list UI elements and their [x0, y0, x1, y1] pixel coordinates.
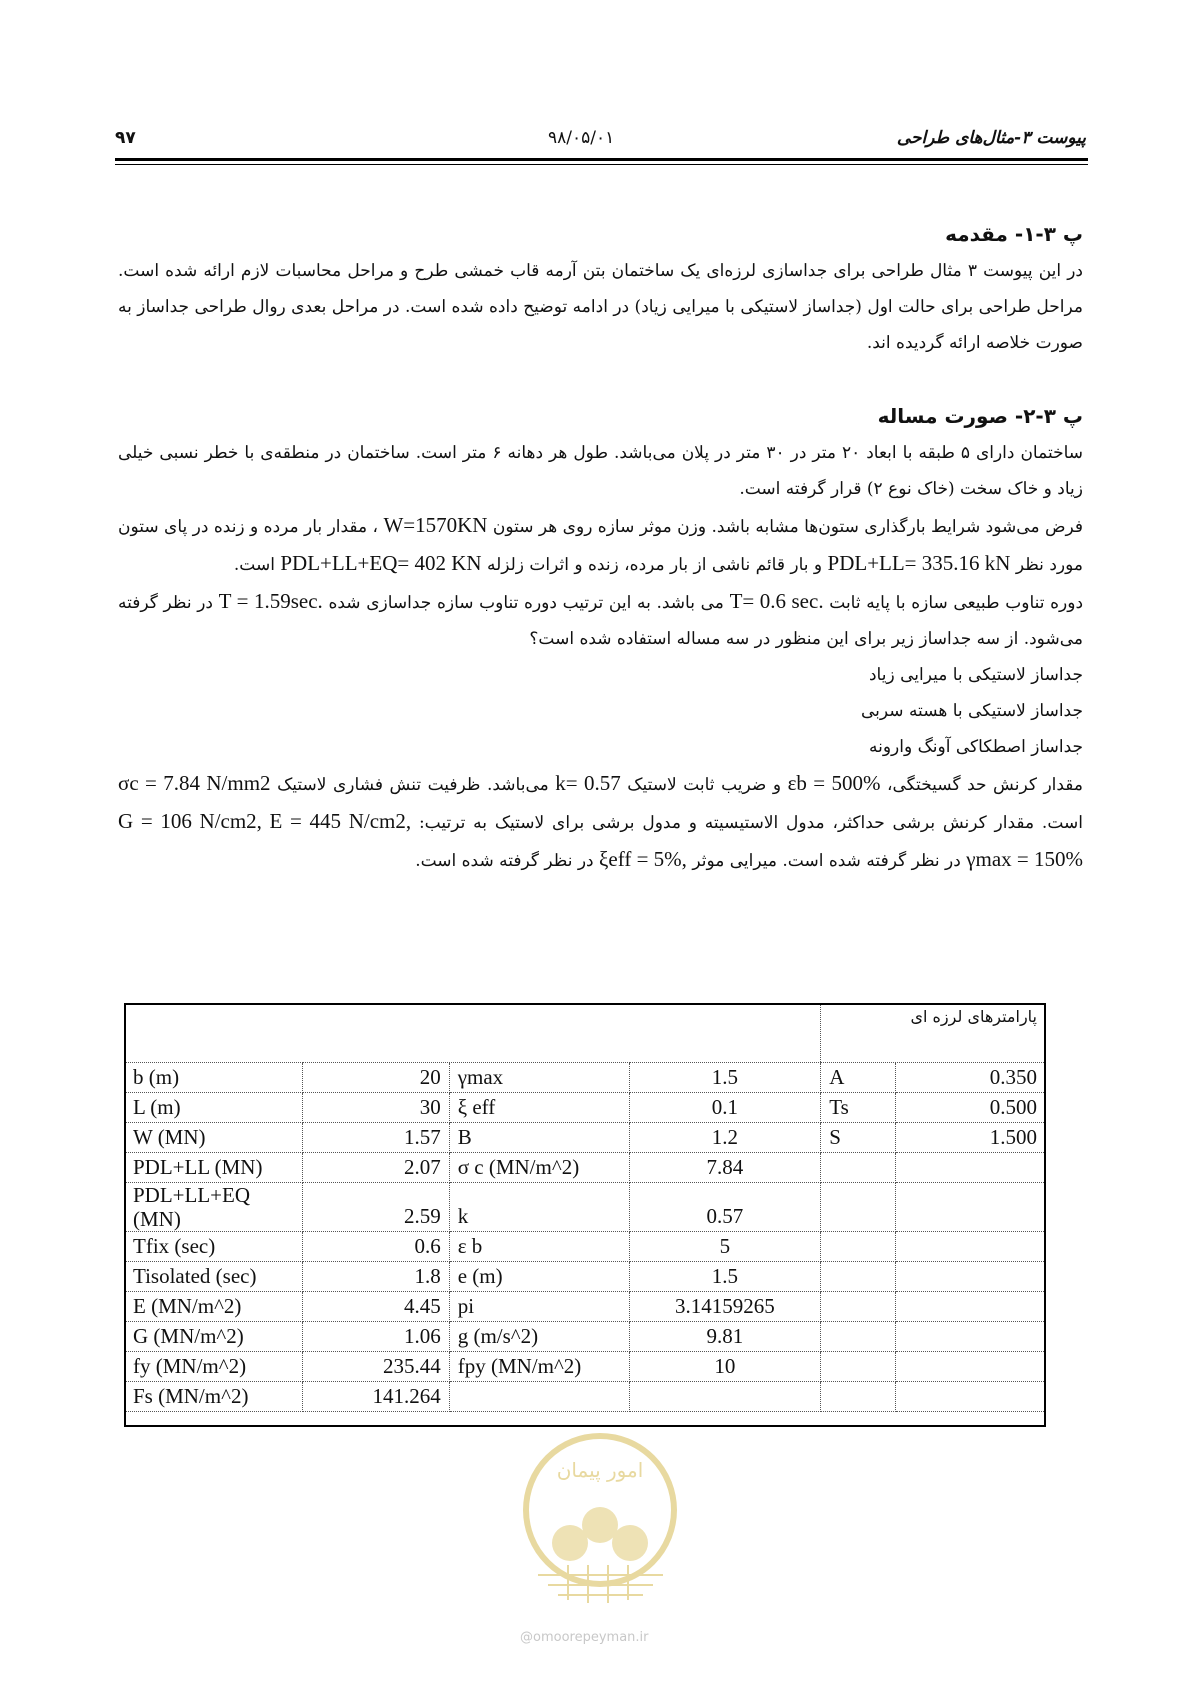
problem-paragraph-2: فرض می‌شود شرایط بارگذاری ستون‌ها مشابه باشد. وزن موثر سازه روی هر ستون W=1570KN ، مقدار بار مرده و زنده در پای ستون مورد نظر PDL+LL= 335.16 kN و بار قائم ناشی از بار مرده، زنده و اثرات زلزله PDL+LL+EQ= 402 KN است. — [118, 513, 1084, 575]
table-cell: 20 — [302, 1063, 449, 1093]
table-row — [125, 1183, 1046, 1232]
table-cell: Fs (MN/m^2) — [125, 1382, 303, 1412]
table-cell — [821, 1352, 896, 1382]
header-rule — [115, 158, 1088, 161]
table-cell: B — [449, 1123, 629, 1153]
table-cell — [896, 1232, 1046, 1262]
table-cell: 9.81 — [629, 1322, 821, 1352]
table-cell: 1.500 — [896, 1123, 1046, 1153]
table-cell: 1.5 — [629, 1262, 821, 1292]
table-cell: PDL+LL+EQ (MN) — [125, 1183, 303, 1232]
table-cell — [821, 1382, 896, 1412]
table-cell: 0.1 — [629, 1093, 821, 1123]
peq-value: PDL+LL+EQ= 402 KN — [280, 551, 482, 575]
table-cell — [896, 1352, 1046, 1382]
pdl-value: PDL+LL= 335.16 kN — [827, 551, 1011, 575]
table-cell — [896, 1153, 1046, 1183]
table-cell: 1.57 — [302, 1123, 449, 1153]
table-cell — [821, 1183, 896, 1232]
table-title: پارامترهای لرزه ای — [821, 1004, 1046, 1063]
table-row — [125, 1322, 1046, 1352]
table-cell: fpy (MN/m^2) — [449, 1352, 629, 1382]
section-heading-intro: پ ۳-۱- مقدمه — [945, 222, 1083, 246]
table-row — [125, 1352, 1046, 1382]
weight-value: W=1570KN — [383, 513, 488, 537]
table-cell: 1.8 — [302, 1262, 449, 1292]
table-cell: 0.350 — [896, 1063, 1046, 1093]
table-cell: 2.07 — [302, 1153, 449, 1183]
problem-paragraph-1: ساختمان دارای ۵ طبقه با ابعاد ۲۰ متر در ۳۰ متر در پلان می‌باشد. طول هر دهانه ۶ متر است. ساختمان در منطقه‌ی با خطر نسبی خیلی زیاد و خاک سخت (خاک نوع ۲) قرار گرفته است. — [118, 443, 1084, 499]
table-cell: L (m) — [125, 1093, 303, 1123]
logo-text: امور پیمان — [556, 1458, 644, 1482]
table-cell: pi — [449, 1292, 629, 1322]
table-cell: Ts — [821, 1093, 896, 1123]
table-cell: 7.84 — [629, 1153, 821, 1183]
table-cell: 141.264 — [302, 1382, 449, 1412]
table-cell: E (MN/m^2) — [125, 1292, 303, 1322]
header-date: ۹۸/۰۵/۰۱ — [548, 128, 615, 148]
table-cell — [896, 1322, 1046, 1352]
table-cell — [896, 1262, 1046, 1292]
table-cell: W (MN) — [125, 1123, 303, 1153]
intro-paragraph: در این پیوست ۳ مثال طراحی برای جداسازی لرزه‌ای یک ساختمان بتن آرمه قاب خمشی طرح و مراحل محاسبات لازم ارائه شده است. مراحل طراحی برای حالت اول (جداساز لاستیکی با میرایی زیاد) در ادامه توضیح داده شده است. در مراحل بعدی روال طراحی جداساز به صورت خلاصه ارائه گردیده اند. — [118, 261, 1084, 353]
table-row — [125, 1123, 1046, 1153]
table-cell: 1.5 — [629, 1063, 821, 1093]
table-cell: Tisolated (sec) — [125, 1262, 303, 1292]
header-rule-thin — [115, 164, 1088, 165]
section-heading-problem: پ ۳-۲- صورت مساله — [877, 404, 1083, 428]
page-number: ۹۷ — [115, 128, 136, 148]
table-cell — [629, 1382, 821, 1412]
table-cell: σ c (MN/m^2) — [449, 1153, 629, 1183]
table-cell: 235.44 — [302, 1352, 449, 1382]
table-row — [125, 1153, 1046, 1183]
table-cell: 4.45 — [302, 1292, 449, 1322]
table-cell — [821, 1262, 896, 1292]
problem-paragraph-3: دوره تناوب طبیعی سازه با پایه ثابت T= 0.6 sec. می باشد. به این ترتیب دوره تناوب سازه جداسازی شده T = 1.59sec. در نظر گرفته می‌شود. از سه جداساز زیر برای این منظور در سه مساله استفاده شده است؟ — [118, 589, 1084, 649]
table-cell: 0.500 — [896, 1093, 1046, 1123]
table-cell: 0.57 — [629, 1183, 821, 1232]
table-cell: G (MN/m^2) — [125, 1322, 303, 1352]
table-cell: PDL+LL (MN) — [125, 1153, 303, 1183]
watermark-url: @omoorepeyman.ir — [520, 1630, 649, 1645]
table-cell: Tfix (sec) — [125, 1232, 303, 1262]
isolator-item-2: جداساز لاستیکی با هسته سربی — [861, 701, 1083, 721]
isolator-item-3: جداساز اصطکاکی آونگ وارونه — [868, 737, 1083, 757]
table-row — [125, 1382, 1046, 1412]
table-row — [125, 1093, 1046, 1123]
period-fixed: T= 0.6 sec. — [729, 589, 824, 613]
isolator-item-1: جداساز لاستیکی با میرایی زیاد — [868, 665, 1083, 685]
table-cell: 1.06 — [302, 1322, 449, 1352]
table-cell: 1.2 — [629, 1123, 821, 1153]
table-cell: ε b — [449, 1232, 629, 1262]
parameter-table — [124, 1003, 1046, 1412]
table-cell — [821, 1153, 896, 1183]
table-cell: γmax — [449, 1063, 629, 1093]
table-cell: g (m/s^2) — [449, 1322, 629, 1352]
table-cell: e (m) — [449, 1262, 629, 1292]
table-cell — [896, 1382, 1046, 1412]
page-body — [118, 215, 1083, 879]
table-cell: A — [821, 1063, 896, 1093]
period-isolated: T = 1.59sec. — [218, 589, 323, 613]
table-cell — [896, 1292, 1046, 1322]
table-cell — [821, 1322, 896, 1352]
table-cell — [449, 1382, 629, 1412]
table-cell — [821, 1292, 896, 1322]
table-cell: fy (MN/m^2) — [125, 1352, 303, 1382]
table-cell — [896, 1183, 1046, 1232]
table-row — [125, 1292, 1046, 1322]
table-cell: 5 — [629, 1232, 821, 1262]
table-cell: b (m) — [125, 1063, 303, 1093]
watermark-logo — [498, 1425, 703, 1615]
table-cell: 2.59 — [302, 1183, 449, 1232]
problem-paragraph-4: مقدار کرنش حد گسیختگی، εb = 500% و ضریب ثابت لاستیک k= 0.57 می‌باشد. ظرفیت تنش فشاری لاستیک σc = 7.84 N/mm2 است. مقدار کرنش برشی حداکثر، مدول الاستیسیته و مدول برشی برای لاستیک به ترتیب: G = 106 N/cm2, E = 445 N/cm2, γmax = 150% در نظر گرفته شده است. میرایی موثر ξeff = 5%, در نظر گرفته شده است. — [118, 771, 1084, 871]
table-row — [125, 1063, 1046, 1093]
table-cell: 10 — [629, 1352, 821, 1382]
table-cell: 30 — [302, 1093, 449, 1123]
table-row — [125, 1232, 1046, 1262]
table-cell: 3.14159265 — [629, 1292, 821, 1322]
table-cell: 0.6 — [302, 1232, 449, 1262]
table-cell — [821, 1232, 896, 1262]
table-cell: S — [821, 1123, 896, 1153]
table-cell: ξ eff — [449, 1093, 629, 1123]
table-row — [125, 1262, 1046, 1292]
chapter-title: پیوست ۳-مثال‌های طراحی — [896, 128, 1086, 148]
table-cell: k — [449, 1183, 629, 1232]
